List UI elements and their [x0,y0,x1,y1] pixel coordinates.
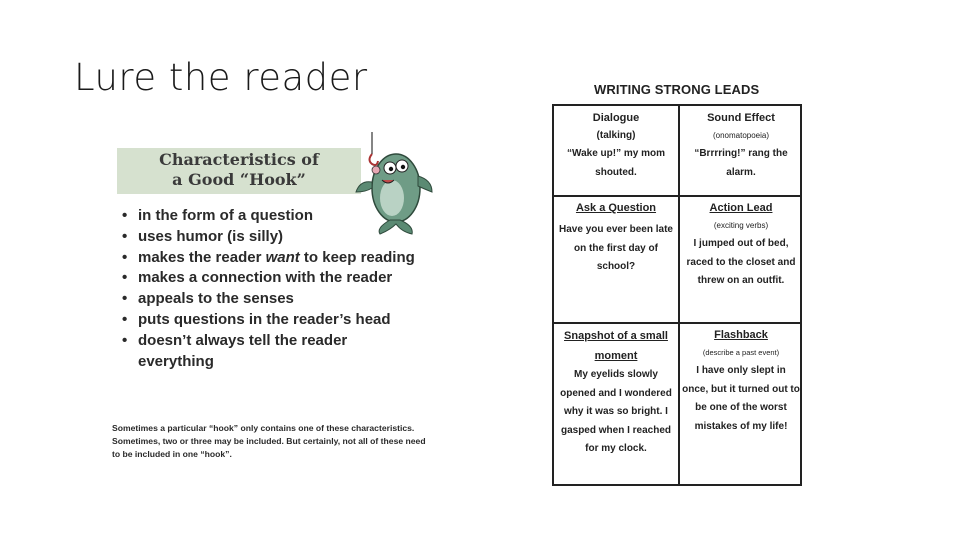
hook-characteristics-panel [108,132,430,470]
list-item: • makes a connection with the reader [122,268,422,289]
list-item: • puts questions in the reader’s head [122,310,422,331]
hook-note: Sometimes a particular “hook” only contains one of these characteristics. Sometimes, two or three may be included. But certainly, not all of these need to be included in one “hook”. [112,423,426,459]
hook-header-line1: Characteristics of [159,150,319,169]
list-item: • uses humor (is silly) [122,227,422,248]
list-item: • appeals to the senses [122,289,422,310]
lead-subheading: (describe a past event) [702,348,780,357]
lead-example: My eyelids slowly opened and I wondered why it was so bright. I gasped when I reached for my clock. [560,369,672,454]
grid-divider [678,106,680,484]
lead-cell-snapshot [556,326,676,484]
lead-cell-ask-a-question [556,199,676,321]
lead-example: I have only slept in once, but it turned out to be one of the worst mistakes of my life! [682,365,800,432]
lead-cell-action-lead [682,199,800,321]
leads-title: WRITING STRONG LEADS [594,82,760,97]
lead-heading: Ask a Question [575,202,657,214]
list-item: • in the form of a question [122,206,422,227]
lead-heading: Flashback [714,329,768,341]
grid-divider [554,195,800,197]
list-item-text: makes the reader [138,248,266,266]
hook-header-line2: a Good “Hook” [172,170,306,189]
list-item [122,248,422,269]
lead-subheading: (exciting verbs) [713,221,769,230]
lead-heading: Dialogue [592,112,640,124]
lead-cell-dialogue [556,109,676,195]
hook-header [117,148,361,194]
list-item-emphasis: want [265,248,300,266]
lead-example: I jumped out of bed, raced to the closet and threw on an outfit. [686,238,796,286]
lead-heading: Snapshot of a small moment [564,330,668,362]
lead-example: “Brrrring!” rang the alarm. [694,148,788,178]
lead-cell-flashback [682,326,800,484]
lead-subheading: (onomatopoeia) [712,131,770,140]
slide-title: Lure the reader [74,56,368,99]
strong-leads-grid [552,104,802,486]
lead-heading: Action Lead [709,202,773,214]
lead-example: Have you ever been late on the first day of school? [559,224,673,272]
hook-characteristics-list [122,206,422,372]
grid-divider [554,322,800,324]
lead-cell-sound-effect [682,109,800,195]
lead-example: “Wake up!” my mom shouted. [567,148,665,178]
list-item-text: to keep reading [299,248,415,266]
lead-subheading: (talking) [596,130,636,141]
list-item: • doesn’t always tell the reader everything [122,331,422,373]
lead-heading: Sound Effect [707,112,775,124]
